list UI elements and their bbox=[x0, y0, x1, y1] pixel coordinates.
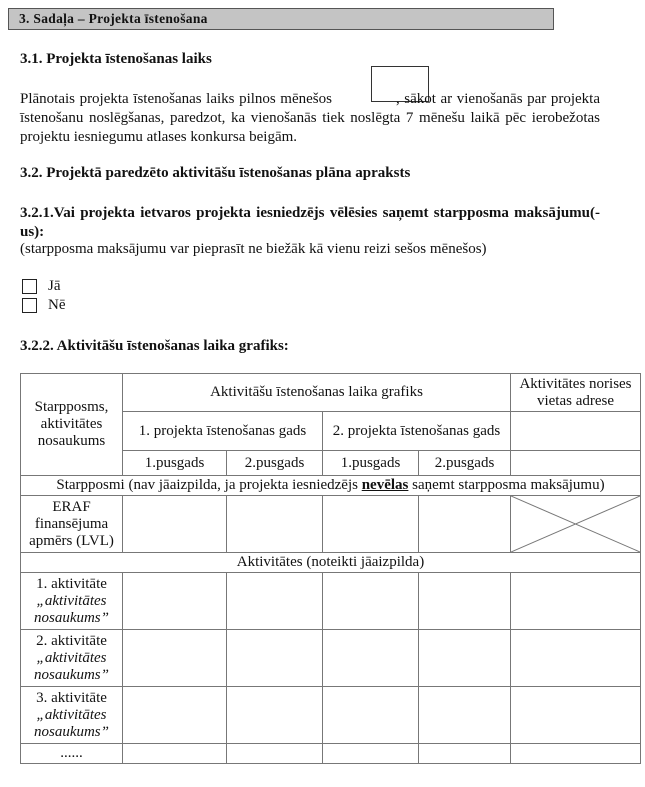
col-header-stage: Starpposms, aktivitātes nosaukums bbox=[21, 374, 123, 476]
schedule-table bbox=[20, 373, 641, 764]
option-yes[interactable] bbox=[22, 278, 61, 295]
note-3-2-1: (starpposma maksājumu var pieprasīt ne biežāk kā vienu reizi sešos mēnešos) bbox=[20, 241, 487, 257]
table-cell[interactable] bbox=[323, 496, 419, 553]
activity-label-cell bbox=[21, 630, 123, 687]
table-cell[interactable] bbox=[419, 573, 511, 630]
table-cell[interactable] bbox=[227, 496, 323, 553]
table-cell[interactable] bbox=[511, 573, 641, 630]
cross-out-icon bbox=[511, 496, 640, 552]
col-header-address: Aktivitātes norises vietas adrese bbox=[511, 374, 641, 412]
activity-number: 1. aktivitāte bbox=[36, 575, 107, 592]
half-year-header: 1.pusgads bbox=[123, 451, 227, 476]
table-cell[interactable] bbox=[123, 496, 227, 553]
paragraph-3-1 bbox=[20, 90, 600, 147]
option-no-label: Nē bbox=[48, 297, 66, 313]
table-cell[interactable] bbox=[323, 687, 419, 744]
table-cell[interactable] bbox=[227, 630, 323, 687]
activity-number: 2. aktivitāte bbox=[36, 632, 107, 649]
activity-name: „aktivitātes nosaukums” bbox=[33, 649, 109, 683]
interim-emphasis: nevēlas bbox=[361, 477, 409, 493]
activity-name: „aktivitātes nosaukums” bbox=[33, 592, 109, 626]
address-cell[interactable] bbox=[511, 412, 641, 451]
table-cell[interactable] bbox=[227, 687, 323, 744]
activity-label-cell bbox=[21, 687, 123, 744]
table-cell[interactable] bbox=[419, 744, 511, 764]
table-cell[interactable] bbox=[511, 744, 641, 764]
table-cell[interactable] bbox=[323, 573, 419, 630]
heading-3-2-1: 3.2.1.Vai projekta ietvaros projekta iesniedzējs vēlēsies saņemt starpposma maksājumu(-us): bbox=[20, 205, 600, 240]
table-cell[interactable] bbox=[511, 630, 641, 687]
heading-3-1: 3.1. Projekta īstenošanas laiks bbox=[20, 51, 212, 67]
interim-text-end: saņemt starpposma maksājumu) bbox=[408, 477, 605, 493]
heading-3-2-2: 3.2.2. Aktivitāšu īstenošanas laika grafiks: bbox=[20, 338, 289, 354]
half-year-header: 2.pusgads bbox=[227, 451, 323, 476]
table-cell[interactable] bbox=[419, 687, 511, 744]
checkbox-no[interactable] bbox=[22, 298, 37, 313]
option-no[interactable] bbox=[22, 297, 66, 314]
interim-text: Starpposmi (nav jāaizpilda, ja projekta iesniedzējs bbox=[56, 477, 362, 493]
erdf-label: ERAF finansējuma apmērs (LVL) bbox=[21, 496, 123, 553]
section-title: 3. Sadaļa – Projekta īstenošana bbox=[19, 11, 208, 26]
table-cell[interactable] bbox=[123, 573, 227, 630]
checkbox-yes[interactable] bbox=[22, 279, 37, 294]
table-cell[interactable] bbox=[323, 630, 419, 687]
activity-number: 3. aktivitāte bbox=[36, 689, 107, 706]
paragraph-3-1-after: , sākot ar vienošanās par projekta īstenošanu noslēgšanas, paredzot, ka vienošanās tiek noslēgta 7 mēnešu laikā pēc ierobežotas projektu iesniegumu atlases konkursa beigām. bbox=[20, 91, 600, 145]
table-cell[interactable] bbox=[123, 630, 227, 687]
address-cell[interactable] bbox=[511, 451, 641, 476]
col-header-schedule: Aktivitāšu īstenošanas laika grafiks bbox=[123, 374, 511, 412]
ellipsis-cell: ...... bbox=[21, 744, 123, 764]
half-year-header: 2.pusgads bbox=[419, 451, 511, 476]
option-yes-label: Jā bbox=[48, 278, 61, 294]
paragraph-3-1-before: Plānotais projekta īstenošanas laiks pilnos mēnešos bbox=[20, 91, 332, 107]
year-1-header: 1. projekta īstenošanas gads bbox=[123, 412, 323, 451]
interim-row-label bbox=[21, 476, 641, 496]
table-cell[interactable] bbox=[419, 496, 511, 553]
table-cell[interactable] bbox=[227, 744, 323, 764]
half-year-header: 1.pusgads bbox=[323, 451, 419, 476]
table-cell[interactable] bbox=[511, 687, 641, 744]
activity-name: „aktivitātes nosaukums” bbox=[33, 706, 109, 740]
year-2-header: 2. projekta īstenošanas gads bbox=[323, 412, 511, 451]
section-header bbox=[8, 8, 554, 30]
activity-label-cell bbox=[21, 573, 123, 630]
crossed-out-cell bbox=[511, 496, 641, 553]
table-cell[interactable] bbox=[323, 744, 419, 764]
table-cell[interactable] bbox=[419, 630, 511, 687]
table-cell[interactable] bbox=[123, 744, 227, 764]
heading-3-2: 3.2. Projektā paredzēto aktivitāšu īstenošanas plāna apraksts bbox=[20, 165, 411, 181]
activities-row-label: Aktivitātes (noteikti jāaizpilda) bbox=[21, 553, 641, 573]
table-cell[interactable] bbox=[123, 687, 227, 744]
table-cell[interactable] bbox=[227, 573, 323, 630]
